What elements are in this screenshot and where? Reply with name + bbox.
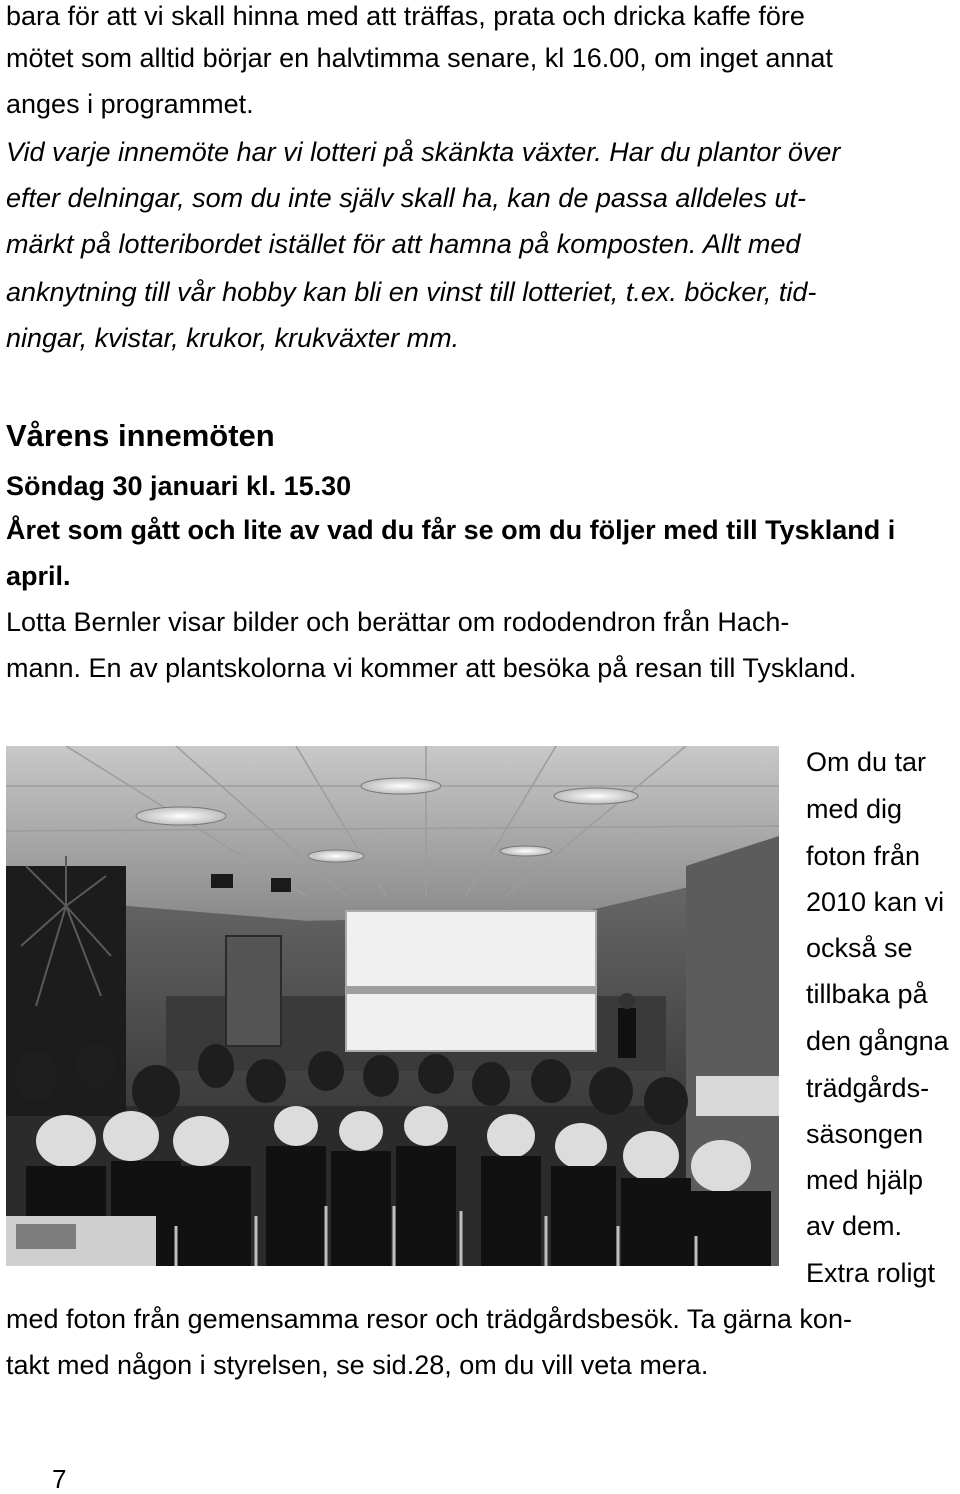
lottery-line-4: anknytning till vår hobby kan bli en vinst till lotteriet, t.ex. böcker, tid- bbox=[6, 277, 817, 307]
side-line-1: Om du tar bbox=[806, 747, 927, 777]
page-number: 7 bbox=[52, 1464, 67, 1494]
lottery-line-2: efter delningar, som du inte själv skall ha, kan de passa alldeles ut- bbox=[6, 183, 806, 213]
lottery-line-5: ningar, kvistar, krukor, krukväxter mm. bbox=[6, 323, 460, 353]
intro-line-1: bara för att vi skall hinna med att träffas, prata och dricka kaffe före bbox=[6, 1, 805, 31]
bottom-line-1: med foton från gemensamma resor och trädgårdsbesök. Ta gärna kon- bbox=[6, 1304, 852, 1334]
side-line-9: säsongen bbox=[806, 1119, 924, 1149]
side-line-12: Extra roligt bbox=[806, 1258, 936, 1288]
topic-line-1: Året som gått och lite av vad du får se om du följer med till Tyskland i bbox=[6, 515, 896, 545]
topic-line-2: april. bbox=[6, 561, 71, 591]
side-line-11: av dem. bbox=[806, 1211, 903, 1241]
desc-line-2: mann. En av plantskolorna vi kommer att besöka på resan till Tyskland. bbox=[6, 653, 857, 683]
meeting-hall-photo bbox=[6, 746, 779, 1266]
side-line-7: den gångna bbox=[806, 1026, 949, 1056]
intro-line-2: mötet som alltid börjar en halvtimma senare, kl 16.00, om inget annat bbox=[6, 43, 833, 73]
side-line-8: trädgårds- bbox=[806, 1073, 930, 1103]
side-line-2: med dig bbox=[806, 794, 903, 824]
side-line-10: med hjälp bbox=[806, 1165, 924, 1195]
lottery-line-1: Vid varje innemöte har vi lotteri på skänkta växter. Har du plantor över bbox=[6, 137, 841, 167]
section-heading: Vårens innemöten bbox=[6, 418, 275, 453]
side-line-3: foton från bbox=[806, 841, 921, 871]
desc-line-1: Lotta Bernler visar bilder och berättar om rododendron från Hach- bbox=[6, 607, 790, 637]
side-line-6: tillbaka på bbox=[806, 979, 928, 1009]
meeting-date: Söndag 30 januari kl. 15.30 bbox=[6, 471, 352, 501]
bottom-line-2: takt med någon i styrelsen, se sid.28, om du vill veta mera. bbox=[6, 1350, 709, 1380]
intro-line-3: anges i programmet. bbox=[6, 89, 254, 119]
side-line-5: också se bbox=[806, 933, 913, 963]
lottery-line-3: märkt på lotteribordet istället för att hamna på komposten. Allt med bbox=[6, 229, 801, 259]
side-line-4: 2010 kan vi bbox=[806, 887, 945, 917]
